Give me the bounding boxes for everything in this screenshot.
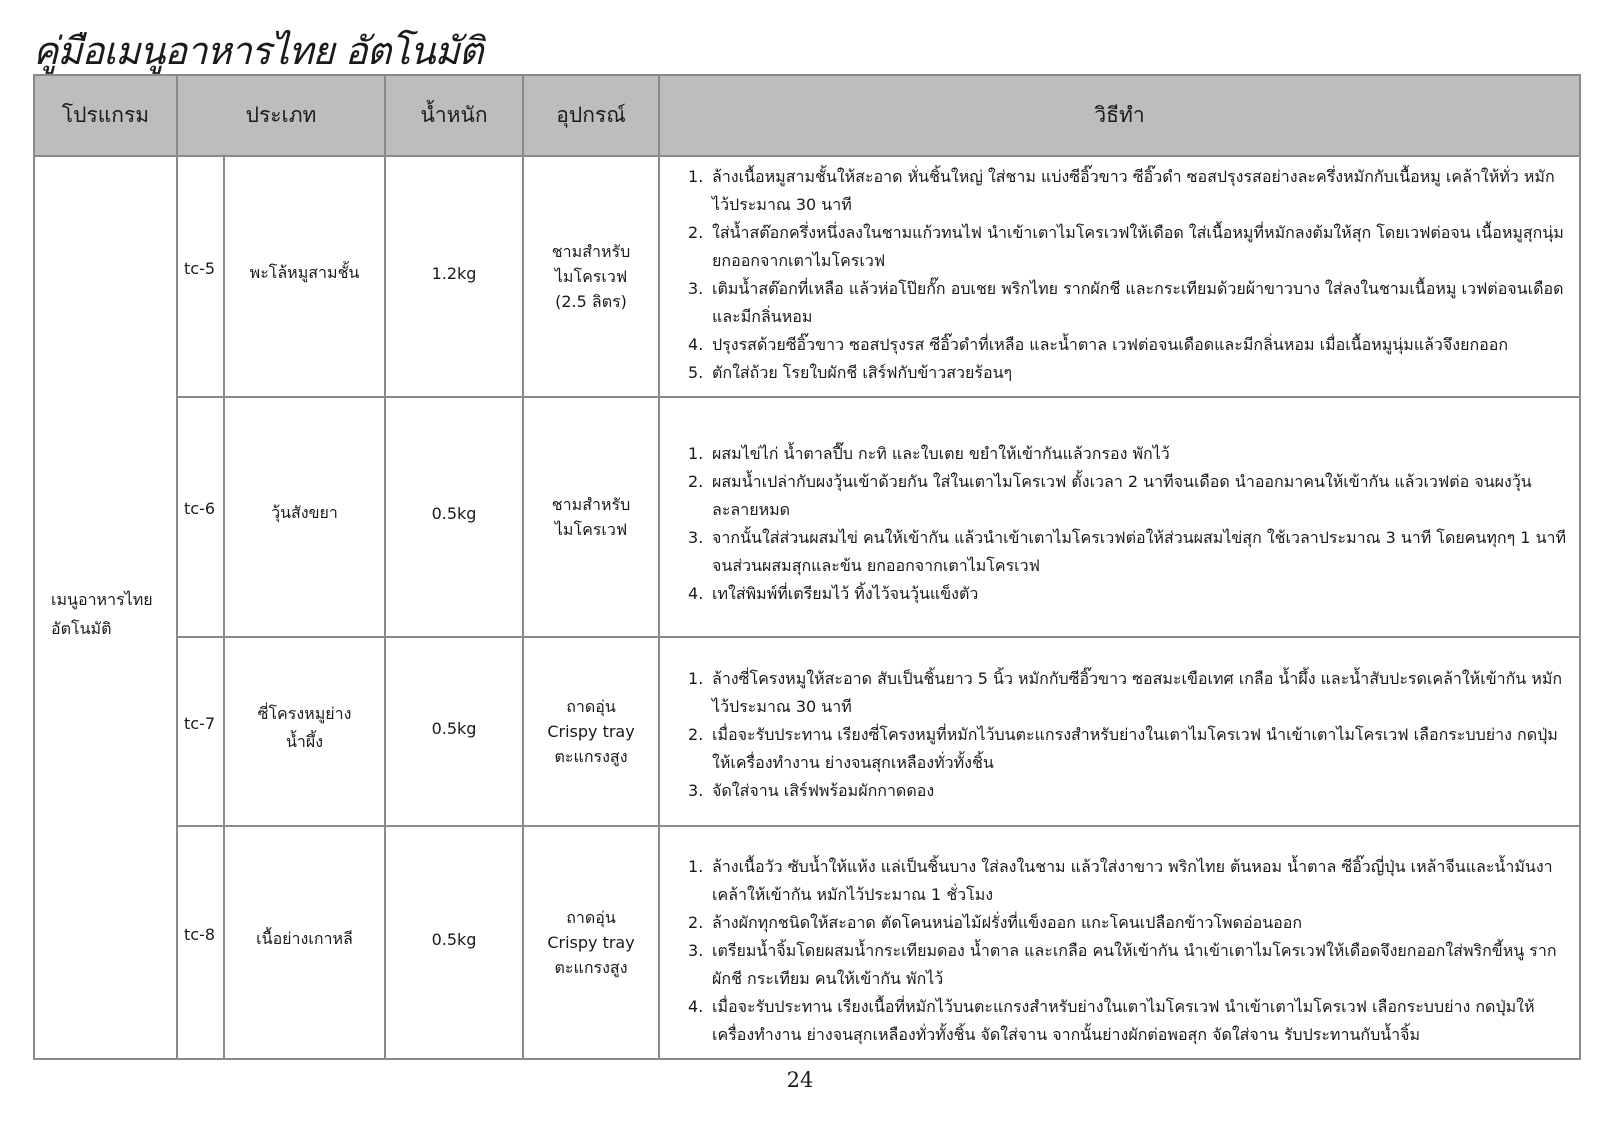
menu-table: [33, 74, 1581, 1060]
header-equipment: อุปกรณ์: [523, 75, 659, 156]
step-number: 2.: [688, 912, 704, 932]
step-item: [682, 665, 1569, 721]
equipment-line: ตะแกรงสูง: [554, 958, 628, 977]
step-text: ผสมไข่ไก่ น้ำตาลปี๊บ กะทิ และใบเตย ขยำให้เข้ากันแล้วกรอง พักไว้: [712, 444, 1170, 463]
dish-weight: 0.5kg: [385, 826, 523, 1059]
step-number: 4.: [688, 335, 704, 354]
step-item: [682, 524, 1569, 580]
program-code: tc-7: [177, 637, 224, 826]
step-number: 4.: [688, 996, 704, 1016]
dish-weight: 1.2kg: [385, 156, 523, 397]
table-row: [34, 397, 1580, 637]
equipment-line: ไมโครเวฟ: [554, 520, 628, 539]
page-title: คู่มือเมนูอาหารไทย อัตโนมัติ: [33, 29, 483, 73]
step-number: 3.: [688, 780, 704, 800]
header-weight: น้ำหนัก: [385, 75, 523, 156]
equipment-line: ชามสำหรับ: [551, 495, 631, 514]
dish-equipment: [523, 397, 659, 637]
equipment-line: ชามสำหรับ: [551, 242, 631, 261]
equipment-line: (2.5 ลิตร): [555, 292, 627, 311]
step-item: [682, 580, 1569, 608]
step-item: [682, 937, 1569, 993]
step-text: ล้างผักทุกชนิดให้สะอาด ตัดโคนหน่อไม้ฝรั่งที่แข็งออก แกะโคนเปลือกข้าวโพดอ่อนออก: [712, 912, 1303, 932]
program-code: tc-6: [177, 397, 224, 637]
step-list: [682, 665, 1569, 805]
step-item: [682, 359, 1569, 387]
step-list: [682, 440, 1569, 608]
step-number: 2.: [688, 472, 704, 491]
step-number: 5.: [688, 363, 704, 382]
equipment-line: ถาดอุ่น: [566, 908, 616, 927]
table-row: [34, 637, 1580, 826]
dish-name: [224, 826, 385, 1059]
table-header-row: [34, 75, 1580, 156]
page-number: 24: [786, 1068, 814, 1092]
dish-equipment: [523, 156, 659, 397]
dish-name-line: ซี่โครงหมูย่าง: [257, 703, 352, 723]
step-item: [682, 777, 1569, 805]
program-name-line: อัตโนมัติ: [51, 618, 112, 638]
step-text: ล้างเนื้อวัว ซับน้ำให้แห้ง แล่เป็นชิ้นบาง ใส่ลงในชาม แล้วใส่งาขาว พริกไทย ต้นหอม น้ำตาล ซีอิ๊วญี่ปุ่น เหล้าจีนและน้ำมันงา เคล้าให้เข้ากัน หมักไว้ประมาณ 1 ชั่วโมง: [712, 856, 1553, 904]
step-item: [682, 163, 1569, 219]
dish-equipment: [523, 826, 659, 1059]
step-list: [682, 853, 1569, 1049]
step-number: 1.: [688, 444, 704, 463]
equipment-line: ไมโครเวฟ: [554, 267, 628, 286]
dish-weight: 0.5kg: [385, 397, 523, 637]
step-item: [682, 721, 1569, 777]
step-number: 1.: [688, 856, 704, 876]
step-item: [682, 468, 1569, 524]
step-text: เมื่อจะรับประทาน เรียงเนื้อที่หมักไว้บนตะแกรงสำหรับย่างในเตาไมโครเวฟ นำเข้าเตาไมโครเวฟ เลือกระบบย่าง กดปุ่มให้เครื่องทำงาน ย่างจนสุกเหลืองทั่วทั้งชิ้น จัดใส่จาน จากนั้นย่างผักต่อพอสุก จัดใส่จาน รับประทานกับน้ำจิ้ม: [712, 996, 1535, 1044]
step-text: ผสมน้ำเปล่ากับผงวุ้นเข้าด้วยกัน ใส่ในเตาไมโครเวฟ ตั้งเวลา 2 นาทีจนเดือด นำออกมาคนให้เข้ากัน แล้วเวฟต่อ จนผงวุ้นละลายหมด: [712, 472, 1532, 519]
step-text: เทใส่พิมพ์ที่เตรียมไว้ ทิ้งไว้จนวุ้นแข็งตัว: [712, 584, 979, 603]
dish-name-line: น้ำผึ้ง: [285, 731, 324, 751]
program-cell: [34, 156, 177, 1059]
dish-name: [224, 397, 385, 637]
dish-name-line: วุ้นสังขยา: [271, 503, 338, 522]
dish-name-line: พะโล้หมูสามชั้น: [249, 262, 360, 282]
step-text: เมื่อจะรับประทาน เรียงซี่โครงหมูที่หมักไว้บนตะแกรงสำหรับย่างในเตาไมโครเวฟ นำเข้าเตาไมโครเวฟ เลือกระบบย่าง กดปุ่มให้เครื่องทำงาน ย่างจนสุกเหลืองทั่วทั้งชิ้น: [712, 724, 1558, 772]
dish-name: [224, 637, 385, 826]
step-text: ใส่น้ำสต๊อกครึ่งหนึ่งลงในชามแก้วทนไฟ นำเข้าเตาไมโครเวฟให้เดือด ใส่เนื้อหมูที่หมักลงต้มให้สุก โดยเวฟต่อจน เนื้อหมูสุกนุ่ม ยกออกจากเตาไมโครเวฟ: [712, 223, 1564, 270]
step-item: [682, 993, 1569, 1049]
step-text: ล้างซี่โครงหมูให้สะอาด สับเป็นชิ้นยาว 5 นิ้ว หมักกับซีอิ๊วขาว ซอสมะเขือเทศ เกลือ น้ำผึ้ง และน้ำสับปะรดเคล้าให้เข้ากัน หมักไว้ประมาณ 30 นาที: [712, 668, 1563, 716]
step-text: จัดใส่จาน เสิร์ฟพร้อมผักกาดดอง: [712, 780, 935, 800]
method-steps: [659, 637, 1580, 826]
step-number: 1.: [688, 167, 704, 186]
step-number: 1.: [688, 668, 704, 688]
equipment-line: ถาดอุ่น: [566, 697, 616, 716]
header-program: โปรแกรม: [34, 75, 177, 156]
header-category: ประเภท: [177, 75, 385, 156]
program-name-line: เมนูอาหารไทย: [51, 589, 153, 609]
equipment-line: Crispy tray: [547, 722, 635, 741]
step-number: 3.: [688, 940, 704, 960]
step-text: ล้างเนื้อหมูสามชั้นให้สะอาด หั่นชิ้นใหญ่ ใส่ชาม แบ่งซีอิ๊วขาว ซีอิ๊วดำ ซอสปรุงรสอย่างละครึ่งหมักกับเนื้อหมู เคล้าให้ทั่ว หมักไว้ประมาณ 30 นาที: [712, 167, 1555, 214]
table-row: [34, 156, 1580, 397]
step-number: 3.: [688, 528, 704, 547]
step-text: ตักใส่ถ้วย โรยใบผักชี เสิร์ฟกับข้าวสวยร้อนๆ: [712, 363, 1013, 382]
step-item: [682, 909, 1569, 937]
program-code: tc-8: [177, 826, 224, 1059]
step-number: 3.: [688, 279, 704, 298]
equipment-line: ตะแกรงสูง: [554, 747, 628, 766]
step-item: [682, 331, 1569, 359]
dish-name: [224, 156, 385, 397]
step-item: [682, 440, 1569, 468]
step-text: เติมน้ำสต๊อกที่เหลือ แล้วห่อโป๊ยกั๊ก อบเชย พริกไทย รากผักชี และกระเทียมด้วยผ้าขาวบาง ใส่ลงในชามเนื้อหมู เวฟต่อจนเดือดและมีกลิ่นหอม: [712, 279, 1564, 326]
step-item: [682, 853, 1569, 909]
method-steps: [659, 397, 1580, 637]
dish-weight: 0.5kg: [385, 637, 523, 826]
step-text: เตรียมน้ำจิ้มโดยผสมน้ำกระเทียมดอง น้ำตาล และเกลือ คนให้เข้ากัน นำเข้าเตาไมโครเวฟให้เดือดจึงยกออกใส่พริกขี้หนู รากผักชี กระเทียม คนให้เข้ากัน พักไว้: [712, 940, 1557, 988]
step-number: 2.: [688, 223, 704, 242]
dish-name-line: เนื้อย่างเกาหลี: [256, 928, 353, 948]
equipment-line: Crispy tray: [547, 933, 635, 952]
step-text: จากนั้นใส่ส่วนผสมไข่ คนให้เข้ากัน แล้วนำเข้าเตาไมโครเวฟต่อให้ส่วนผสมไข่สุก ใช้เวลาประมาณ 3 นาที โดยคนทุกๆ 1 นาทีจนส่วนผสมสุกและข้น ยกออกจากเตาไมโครเวฟ: [712, 528, 1567, 575]
step-item: [682, 219, 1569, 275]
step-list: [682, 163, 1569, 387]
step-item: [682, 275, 1569, 331]
header-method: วิธีทำ: [659, 75, 1580, 156]
step-number: 2.: [688, 724, 704, 744]
program-code: tc-5: [177, 156, 224, 397]
step-text: ปรุงรสด้วยซีอิ๊วขาว ซอสปรุงรส ซีอิ๊วดำที่เหลือ และน้ำตาล เวฟต่อจนเดือดและมีกลิ่นหอม เมื่อเนื้อหมูนุ่มแล้วจึงยกออก: [712, 335, 1509, 354]
table-row: [34, 826, 1580, 1059]
method-steps: [659, 156, 1580, 397]
method-steps: [659, 826, 1580, 1059]
step-number: 4.: [688, 584, 704, 603]
dish-equipment: [523, 637, 659, 826]
